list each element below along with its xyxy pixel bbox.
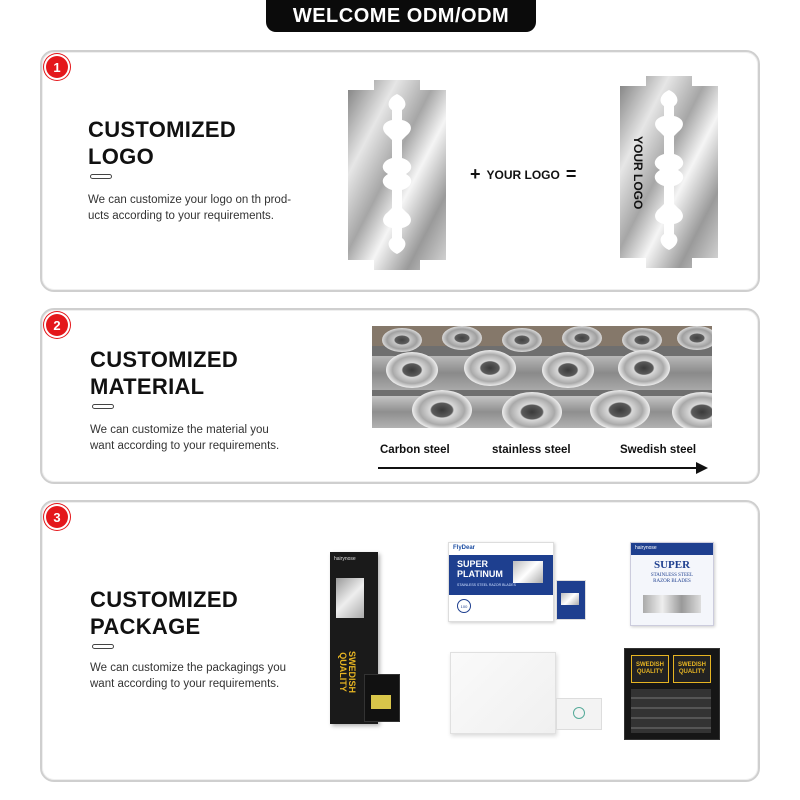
steel-coils-image (372, 326, 712, 428)
divider-dash (92, 644, 114, 649)
package-blade-graphic (643, 595, 701, 613)
material-carbon-steel: Carbon steel (380, 444, 450, 456)
package-headline: SWEDISH QUALITY (631, 655, 669, 683)
section-description: We can customize your logo on th prod- ucts according to your requirements. (88, 194, 292, 222)
section-description: We can customize the packagings you want according to your requirements. (90, 662, 287, 690)
package-white-box (450, 652, 556, 734)
header-title: WELCOME ODM/ODM (292, 4, 510, 27)
package-blade-graphic (513, 561, 543, 583)
package-card-slots (631, 689, 711, 733)
divider-dash (92, 404, 114, 409)
arrow-right-icon (696, 462, 708, 474)
razor-blade-with-logo-image (620, 76, 718, 268)
section-number-badge: 3 (46, 506, 68, 528)
blade-logo-text: YOUR LOGO (631, 136, 645, 210)
material-stainless-steel: stainless steel (492, 444, 571, 456)
package-headline: SWEDISH QUALITY (338, 650, 358, 694)
section-number-badge: 1 (46, 56, 68, 78)
material-labels (378, 444, 706, 460)
equals-symbol: = (565, 164, 577, 184)
package-small-pack-label (371, 695, 391, 709)
package-blade-graphic (336, 578, 364, 618)
package-subtitle: STAINLESS STEEL RAZOR BLADES (457, 583, 516, 587)
package-headline-2: SWEDISH QUALITY (673, 655, 711, 683)
package-headline-wrap (336, 632, 358, 712)
section-title: CUSTOMIZED PACKAGE (90, 587, 239, 639)
package-headline: SUPER PLATINUM (457, 559, 503, 579)
header-banner (266, 0, 536, 32)
your-logo-label: YOUR LOGO (486, 167, 560, 182)
section-material (40, 308, 760, 484)
material-swedish-steel: Swedish steel (620, 444, 697, 456)
package-subtitle: STAINLESS STEEL RAZOR BLADES (650, 573, 694, 584)
section-title: CUSTOMIZED LOGO (88, 117, 237, 169)
section-description: We can customize the material you want according to your requirements. (90, 424, 280, 452)
plus-your-logo (470, 164, 576, 185)
divider-dash (90, 174, 112, 179)
section-logo (40, 50, 760, 292)
section-package (40, 500, 760, 782)
section-title: CUSTOMIZED MATERIAL (90, 347, 239, 399)
package-count-badge: 100 (457, 599, 471, 613)
package-brand: FlyDear (453, 545, 476, 551)
package-platinum-box (448, 542, 554, 622)
material-arrow-line (378, 467, 698, 469)
package-display-card (624, 648, 720, 740)
package-brand: hairynose (334, 556, 356, 562)
package-small-blue-pack (556, 580, 586, 620)
package-blade-graphic (561, 593, 579, 605)
package-small-pack (364, 674, 400, 722)
package-brand: hairynose (635, 545, 657, 551)
package-blue-box (630, 542, 714, 626)
package-sachet-logo (573, 707, 585, 719)
plus-symbol: + (470, 164, 481, 184)
package-white-sachet (556, 698, 602, 730)
section-number-badge: 2 (46, 314, 68, 336)
razor-blade-image (348, 80, 446, 270)
package-headline: SUPER (653, 559, 691, 571)
